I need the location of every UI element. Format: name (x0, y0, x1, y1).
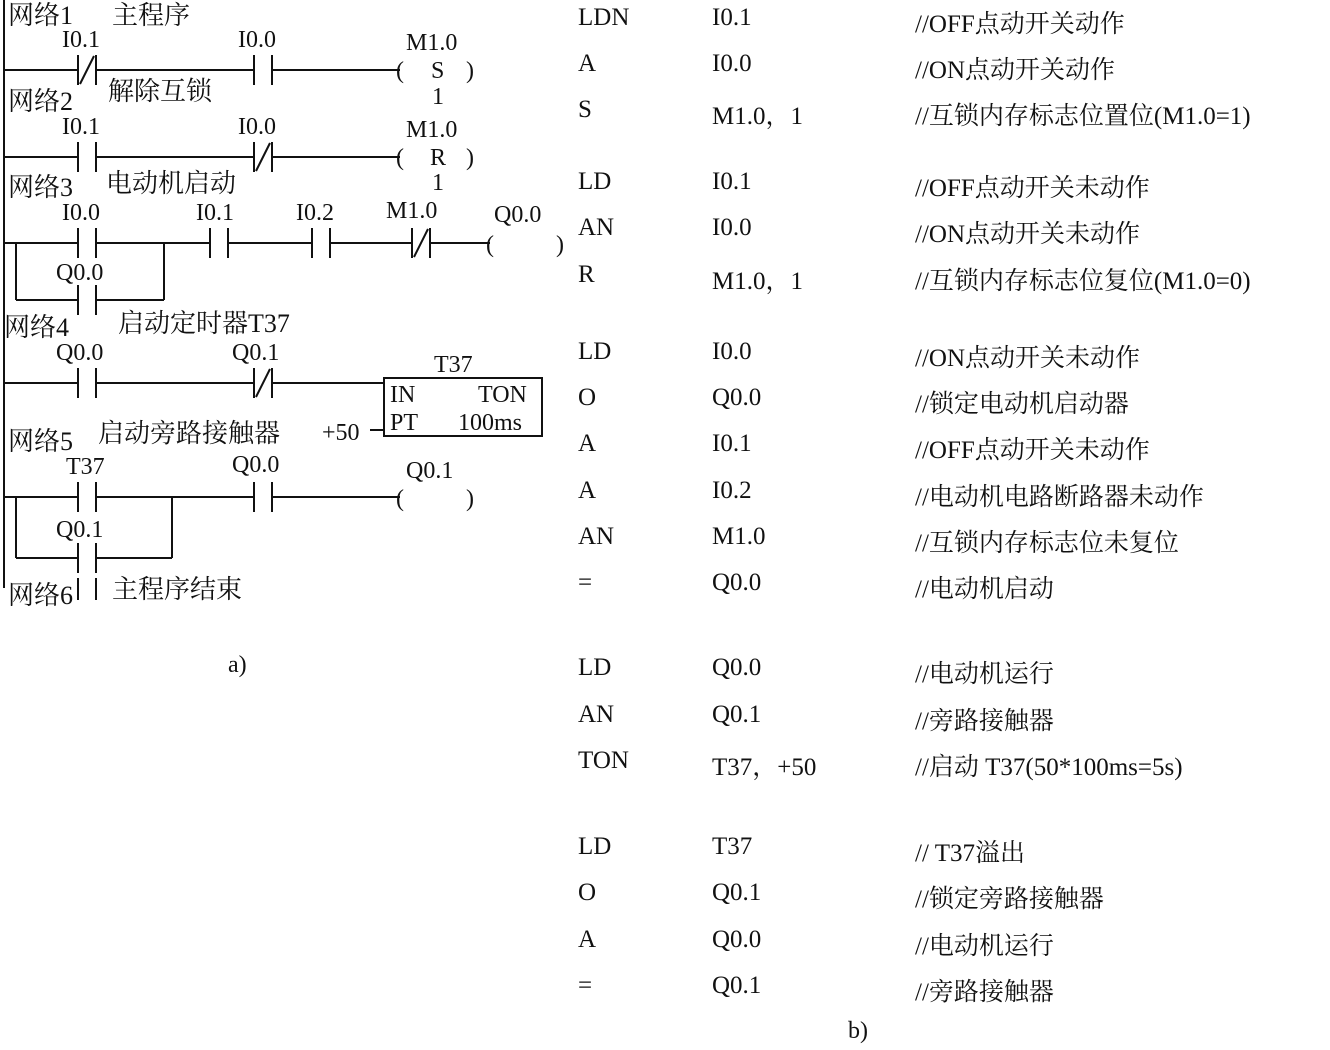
caption-a: a) (228, 652, 247, 678)
il-row (0, 972, 1330, 1004)
network-id: 网络6 (8, 581, 74, 610)
il-operand: I0.1 (712, 4, 752, 31)
network-title: 主程序 (112, 1, 191, 30)
il-operator: A (578, 50, 597, 77)
network-title: 启动定时器T37 (118, 309, 290, 338)
network-id: 网络2 (8, 87, 74, 116)
il-operator: LDN (578, 4, 630, 31)
il-row (0, 654, 1330, 686)
coil-type: S (431, 58, 445, 84)
contact-label: Q0.0 (232, 452, 280, 478)
il-comment: // T37溢出 (915, 840, 1025, 867)
il-row (0, 261, 1330, 293)
il-operand: Q0.1 (712, 972, 762, 999)
coil-paren-open: ( (396, 486, 404, 512)
coil-paren-close: ) (466, 58, 474, 84)
il-row (0, 747, 1330, 779)
il-operand: I0.0 (712, 338, 752, 365)
coil-type: R (430, 145, 447, 171)
contact-label: M1.0 (386, 198, 438, 224)
il-row (0, 926, 1330, 958)
coil-paren-close: ) (466, 145, 474, 171)
il-comment: //OFF点动开关未动作 (915, 437, 1150, 464)
network-id: 网络4 (4, 313, 70, 342)
contact-label: Q0.0 (56, 340, 104, 366)
timer-preset: +50 (322, 420, 360, 446)
il-comment: //OFF点动开关未动作 (915, 175, 1150, 202)
contact-label: I0.0 (238, 114, 276, 140)
il-operator: LD (578, 654, 612, 681)
il-row (0, 569, 1330, 601)
timer-in: IN (390, 382, 416, 408)
il-operator: = (578, 569, 593, 596)
coil-paren-open: ( (486, 232, 494, 258)
coil-paren-open: ( (396, 58, 404, 84)
caption-b: b) (848, 1018, 868, 1044)
il-row (0, 4, 1330, 36)
timer-pt: PT (390, 410, 419, 436)
coil-paren-close: ) (556, 232, 564, 258)
contact-label: Q0.0 (56, 260, 104, 286)
timer-type: TON (478, 382, 527, 408)
il-operand: I0.0 (712, 50, 752, 77)
coil-label: Q0.0 (494, 202, 542, 228)
il-operand: T37 (712, 833, 753, 860)
il-comment: //互锁内存标志位置位(M1.0=1) (915, 103, 1251, 130)
il-operand: Q0.0 (712, 926, 762, 953)
contact-label: I0.0 (62, 200, 100, 226)
contact-label: T37 (66, 454, 105, 480)
il-row (0, 430, 1330, 462)
il-row (0, 168, 1330, 200)
il-operand: M1.0 (712, 523, 766, 550)
il-row (0, 50, 1330, 82)
il-operand: Q0.1 (712, 879, 762, 906)
il-operator: A (578, 477, 597, 504)
il-row (0, 477, 1330, 509)
il-comment: //ON点动开关未动作 (915, 221, 1141, 248)
il-comment: //旁路接触器 (915, 979, 1054, 1006)
coil-count: 1 (432, 170, 444, 196)
network-title: 启动旁路接触器 (98, 419, 281, 448)
contact-label: Q0.1 (56, 517, 104, 543)
il-operand: M1.0，1 (712, 103, 803, 130)
contact-label: I0.1 (196, 200, 234, 226)
contact-label: I0.1 (62, 114, 100, 140)
il-comment: //互锁内存标志位未复位 (915, 530, 1179, 557)
contact-label: I0.2 (296, 200, 334, 226)
il-operand: Q0.0 (712, 654, 762, 681)
il-operand: I0.2 (712, 477, 752, 504)
coil-label: M1.0 (406, 117, 458, 143)
contact-label: I0.1 (62, 27, 100, 53)
il-row (0, 384, 1330, 416)
il-operator: O (578, 384, 597, 411)
il-operator: = (578, 972, 593, 999)
il-operand: I0.0 (712, 214, 752, 241)
il-operator: A (578, 430, 597, 457)
il-operator: AN (578, 701, 615, 728)
il-row (0, 523, 1330, 555)
coil-paren-close: ) (466, 486, 474, 512)
il-operator: LD (578, 338, 612, 365)
il-operand: T37，+50 (712, 754, 817, 781)
il-operator: TON (578, 747, 629, 774)
il-comment: //旁路接触器 (915, 708, 1054, 735)
il-row (0, 833, 1330, 865)
il-row (0, 338, 1330, 370)
il-comment: //ON点动开关动作 (915, 57, 1116, 84)
timer-base: 100ms (458, 410, 523, 436)
coil-paren-open: ( (396, 145, 404, 171)
contact-label: Q0.1 (232, 340, 280, 366)
il-row (0, 214, 1330, 246)
il-comment: //电动机运行 (915, 933, 1054, 960)
network-title: 电动机启动 (106, 169, 237, 198)
timer-name: T37 (434, 352, 473, 378)
il-operator: LD (578, 833, 612, 860)
il-comment: //OFF点动开关动作 (915, 11, 1125, 38)
il-operator: LD (578, 168, 612, 195)
network-id: 网络3 (8, 173, 74, 202)
coil-count: 1 (432, 84, 444, 110)
il-operator: A (578, 926, 597, 953)
coil-label: Q0.1 (406, 458, 454, 484)
network-title: 解除互锁 (108, 77, 213, 106)
il-comment: //电动机电路断路器未动作 (915, 484, 1204, 511)
il-operand: Q0.0 (712, 569, 762, 596)
il-row (0, 879, 1330, 911)
network-title: 主程序结束 (112, 575, 243, 604)
coil-label: M1.0 (406, 30, 458, 56)
il-operator: AN (578, 523, 615, 550)
il-operator: O (578, 879, 597, 906)
il-comment: //锁定电动机启动器 (915, 391, 1129, 418)
network-id: 网络5 (8, 427, 74, 456)
il-comment: //锁定旁路接触器 (915, 886, 1104, 913)
il-operator: S (578, 96, 592, 123)
il-comment: //ON点动开关未动作 (915, 345, 1141, 372)
network-id: 网络1 (8, 1, 74, 30)
il-comment: //启动 T37(50*100ms=5s) (915, 754, 1183, 781)
il-operand: I0.1 (712, 430, 752, 457)
il-comment: //电动机启动 (915, 576, 1054, 603)
il-operator: AN (578, 214, 615, 241)
il-operand: Q0.1 (712, 701, 762, 728)
il-comment: //电动机运行 (915, 661, 1054, 688)
il-operand: I0.1 (712, 168, 752, 195)
il-operator: R (578, 261, 595, 288)
il-row (0, 701, 1330, 733)
il-comment: //互锁内存标志位复位(M1.0=0) (915, 268, 1251, 295)
il-row (0, 96, 1330, 128)
il-operand: M1.0，1 (712, 268, 803, 295)
contact-label: I0.0 (238, 27, 276, 53)
il-operand: Q0.0 (712, 384, 762, 411)
